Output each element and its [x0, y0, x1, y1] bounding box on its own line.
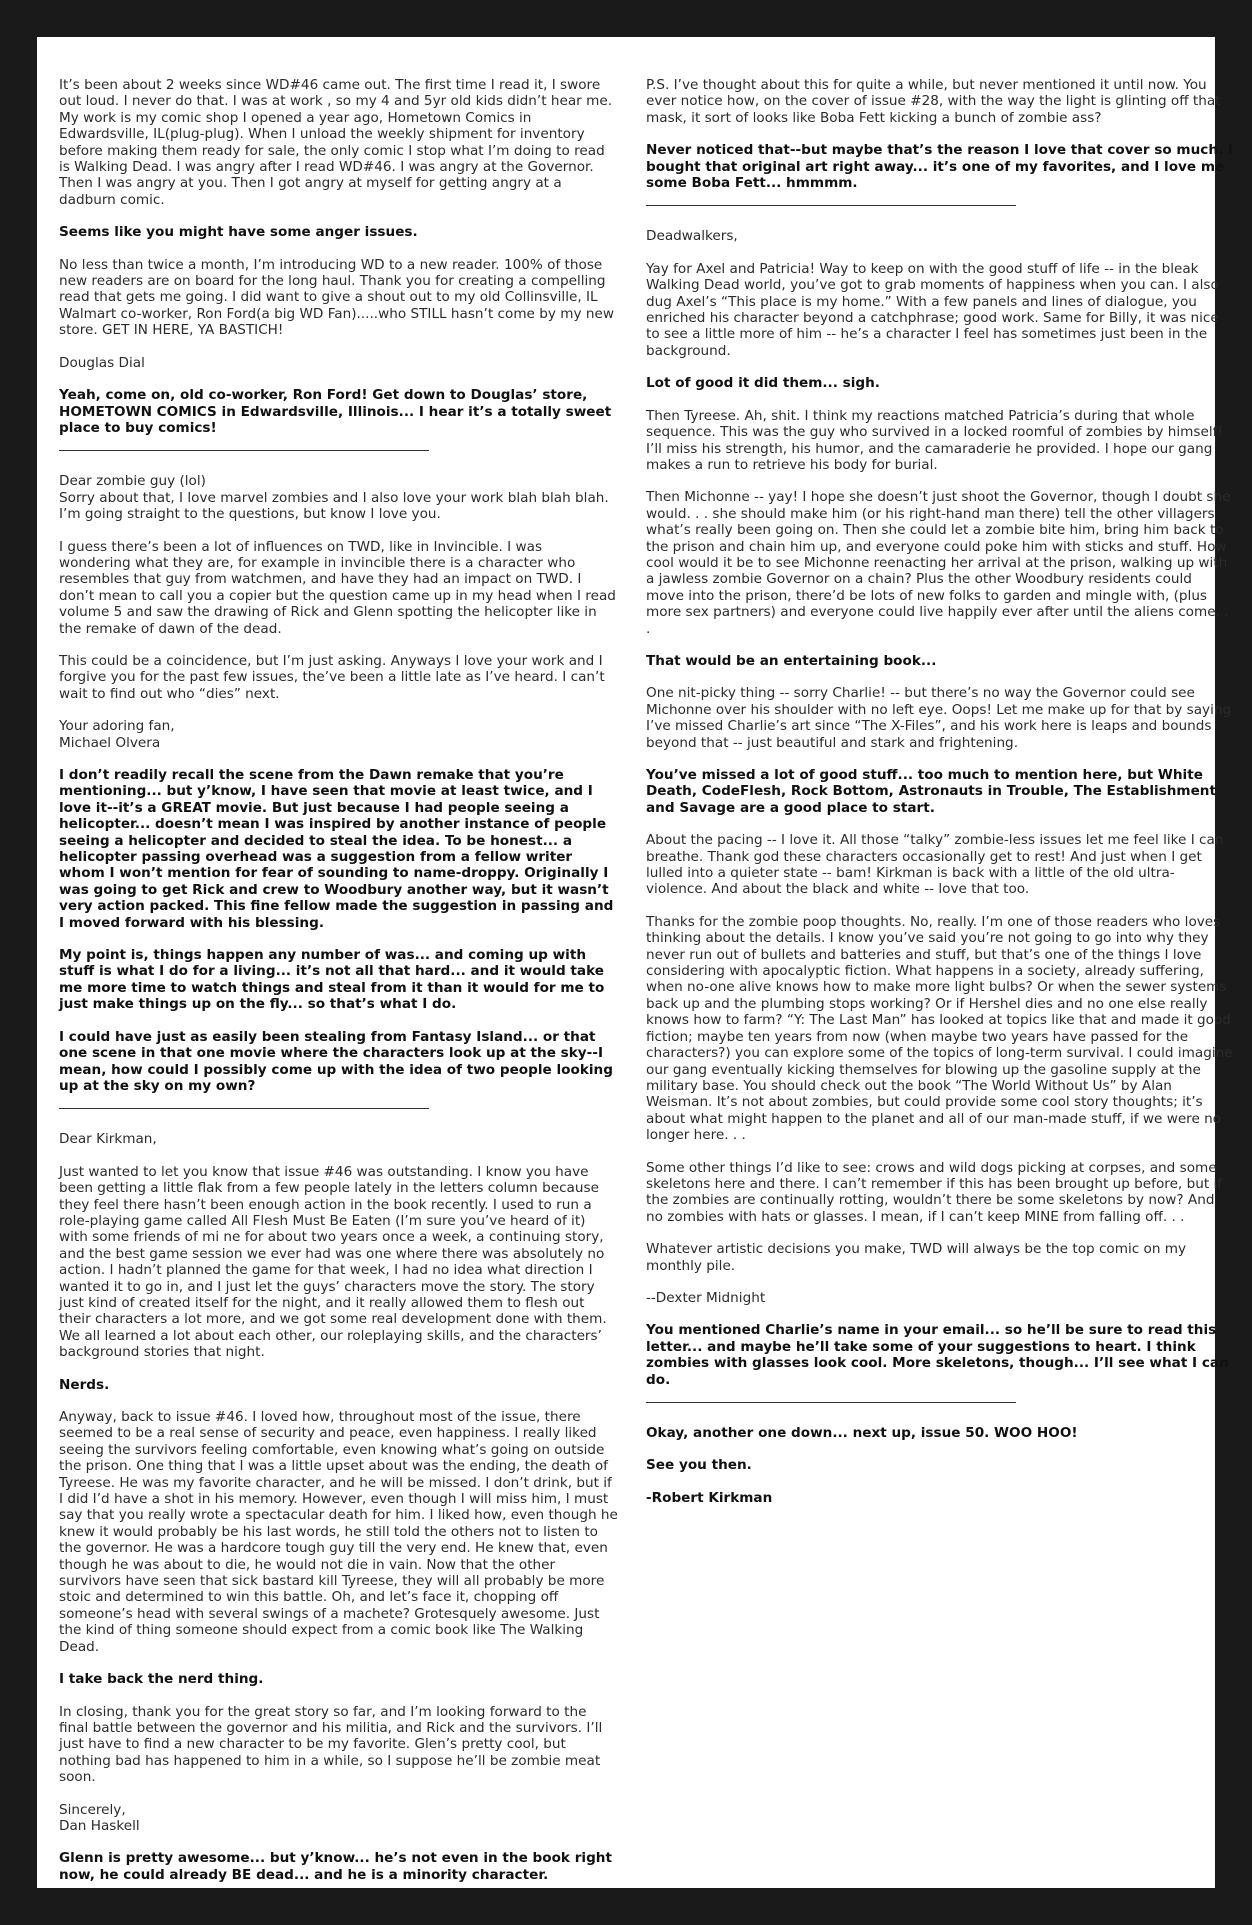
editor-reply: You mentioned Charlie’s name in your email... so he’ll be sure to read this letter... and maybe he’ll take some of your suggestions to heart. I think zombies with glasses look cool. More skeletons, though... I’ll see what I can do. — [646, 1322, 1229, 1388]
letter-paragraph: Then Tyreese. Ah, shit. I think my reactions matched Patricia’s during that whole sequence. This was the guy who survived in a locked roomful of zombies by himself! I’ll miss his strength, his humor, and the camaraderie he provided. I hope our gang makes a run to retrieve his body for burial. — [646, 407, 1223, 473]
letter-paragraph: Thanks for the zombie poop thoughts. No, really. I’m one of those readers who loves thinking about the details. I know you’ve said you’re not going to go into why they never run out of bullets and batteries and stuff, but that’s one of the things I love considering with apocalyptic fiction. What happens in a society, already suffering, when no-one alive knows how to make more light bulbs? Or when the sewer systems back up and the plumbing stops working? Or if Hershel dies and no one else really knows how to farm? “Y: The Last Man” has looked at topics like that and made it good fiction; maybe ten years from now (when maybe two years have passed for the characters?) you can explore some of the topics of long-term survival. I could imagine our gang eventually kicking themselves for blowing up the gasoline supply at the military base. You should check out the book “The World Without Us” by Alan Weisman. It’s not about zombies, but could provide some cool story thoughts; it’s about what might happen to the planet and all of our man-made stuff, if we were no longer here. . . — [646, 913, 1233, 1144]
letter-paragraph: No less than twice a month, I’m introducing WD to a new reader. 100% of those new readers are on board for the long haul. Thank you for creating a compelling read that gets me going. I did want to give a shout out to my old Collinsville, IL Walmart co-worker, Ron Ford(a big WD Fan).....who STILL hasn’t come by my new store. GET IN HERE, YA BASTICH! — [59, 256, 614, 339]
editor-reply: Glenn is pretty awesome... but y’know... he’s not even in the book right now, he could already BE dead... and he is a minority character. — [59, 1850, 612, 1883]
letter-paragraph: Yay for Axel and Patricia! Way to keep on with the good stuff of life -- in the bleak Walking Dead world, you’ve got to grab moments of happiness when you can. I also dug Axel’s “This place is my home.” With a few panels and lines of dialogue, you enriched his character beyond a catchphrase; good work. Same for Billy, it was nice to see a little more of him -- he’s a character I feel has sometimes just been in the background. — [646, 260, 1219, 359]
editor-reply: Nerds. — [59, 1376, 110, 1393]
editor-reply: See you then. — [646, 1457, 752, 1474]
right-column — [646, 77, 1234, 1522]
editor-reply: Yeah, come on, old co-worker, Ron Ford! Get down to Douglas’ store, HOMETOWN COMICS in Edwardsville, Illinois... I hear it’s a totally sweet place to buy comics! — [59, 387, 612, 436]
section-divider — [646, 1402, 1016, 1403]
letter-paragraph: Deadwalkers, — [646, 228, 738, 245]
letter-paragraph: In closing, thank you for the great story so far, and I’m looking forward to the final battle between the governor and his militia, and Rick and the survivors. I’ll just have to find a new character to be my favorite. Glen’s pretty cool, but nothing bad has happened to him in a while, so I suppose he’ll be zombie meat soon. — [59, 1703, 603, 1786]
editor-reply: -Robert Kirkman — [646, 1489, 773, 1506]
letter-paragraph: Anyway, back to issue #46. I loved how, throughout most of the issue, there seemed to be a real sense of security and peace, even happiness. I really liked seeing the survivors feeling comfortable, even knowing what’s going on outside the prison. One thing that I was a little upset about was the ending, the death of Tyreese. He was my favorite character, and he will be missed. I don’t drink, but if I did I’d have a shot in his memory. However, even though I will miss him, I must say that you really wrote a spectacular death for him. I liked how, even though he knew it would probably be his last words, he still told the others not to listen to the governor. He was a hardcore tough guy till the very end. He knew that, even though he was about to die, he would not die in vain. Now that the other survivors have seen that sick bastard kill Tyreese, they will all probably be more stoic and determined to win this battle. Oh, and let’s face it, chopping off someone’s head with several swings of a machete? Grotesquely awesome. Just the kind of thing someone should expect from a comic book like The Walking Dead. — [59, 1409, 618, 1655]
letter-paragraph: It’s been about 2 weeks since WD#46 came out. The first time I read it, I swore out loud. I never do that. I was at work , so my 4 and 5yr old kids didn’t hear me. My work is my comic shop I opened a year ago, Hometown Comics in Edwardsville, IL(plug-plug). When I unload the weekly shipment for inventory before making them ready for sale, the only comic I stop what I’m doing to read is Walking Dead. I was angry after I read WD#46. I was angry at the Governor. Then I was angry at you. Then I got angry at myself for getting angry at a dadburn comic. — [59, 77, 613, 208]
section-divider — [59, 450, 429, 451]
editor-reply: That would be an entertaining book... — [646, 652, 937, 669]
letter-paragraph: This could be a coincidence, but I’m just asking. Anyways I love your work and I forgive you for the past few issues, the’ve been a little late as I’ve heard. I can’t wait to find out who “dies” next. — [59, 652, 605, 702]
editor-reply: Lot of good it did them... sigh. — [646, 375, 880, 392]
letter-paragraph: Just wanted to let you know that issue #46 was outstanding. I know you have been getting a little flak from a few people lately in the letters column because they feel there hasn’t been enough action in the book recently. I used to run a role-playing game called All Flesh Must Be Eaten (I’m sure you’ve heard of it) with some friends of mi ne for about two years once a week, a continuing story, and the best game session we ever had was one where there was absolutely no action. I hadn’t planned the game for that week, I had no idea what direction I wanted it to go in, and I just let the guys’ characters move the story. The story just kind of created itself for the night, and it really allowed them to flesh out their characters a lot more, and we got some real development done with them. We all learned a lot about each other, our roleplaying skills, and the characters’ background stories that night. — [59, 1163, 607, 1361]
letter-paragraph: I guess there’s been a lot of influences on TWD, like in Invincible. I was wondering what they are, for example in invincible there is a character who resembles that guy from watchmen, and have they had an impact on TWD. I don’t mean to call you a copier but the question came up in my head when I read volume 5 and saw the drawing of Rick and Glenn spotting the helicopter like in the remake of dawn of the dead. — [59, 538, 616, 637]
letter-paragraph: --Dexter Midnight — [646, 1289, 766, 1306]
section-divider — [646, 205, 1016, 206]
letter-paragraph: Sincerely, Dan Haskell — [59, 1801, 140, 1834]
letter-paragraph: Douglas Dial — [59, 354, 145, 371]
letters-page — [37, 37, 1233, 1888]
letter-paragraph: One nit-picky thing -- sorry Charlie! -- but there’s no way the Governor could see Michonne over his shoulder with no left eye. Oops! Let me make up for that by saying I’ve missed Charlie’s art since “The X-Files”, and his work here is leaps and bounds beyond that -- just beautiful and stark and frightening. — [646, 685, 1232, 751]
editor-reply: You’ve missed a lot of good stuff... too much to mention here, but White Death, CodeFlesh, Rock Bottom, Astronauts in Trouble, The Establishment and Savage are a good place to start. — [646, 767, 1216, 816]
editor-reply: Seems like you might have some anger issues. — [59, 224, 418, 241]
editor-reply: I take back the nerd thing. — [59, 1671, 264, 1688]
letter-paragraph: P.S. I’ve thought about this for quite a while, but never mentioned it until now. You ever notice how, on the cover of issue #28, with the way the light is glinting off that mask, it sort of looks like Boba Fett kicking a bunch of zombie ass? — [646, 77, 1221, 126]
letter-paragraph: Your adoring fan, Michael Olvera — [59, 718, 175, 751]
letter-paragraph: Some other things I’d like to see: crows and wild dogs picking at corpses, and some skeletons here and there. I can’t remember if this has been brought up before, but if the zombies are continually rotting, wouldn’t there be some skeletons by now? And no zombies with hats or glasses. I mean, if I can’t keep MINE from falling off. . . — [646, 1159, 1223, 1225]
editor-reply: My point is, things happen any number of was... and coming up with stuff is what I do for a living... it’s not all that hard... and it would take me more time to watch things and steal from it than it would for me to just make things up on the fly... so that’s what I do. — [59, 947, 605, 1013]
section-divider — [59, 1108, 429, 1109]
letter-paragraph: Dear zombie guy (lol) Sorry about that, I love marvel zombies and I also love your work blah blah blah. I’m going straight to the questions, but know I love you. — [59, 473, 609, 523]
editor-reply: Never noticed that--but maybe that’s the reason I love that cover so much. I bought that original art right away... it’s one of my favorites, and I love me some Boba Fett... hmmmm. — [646, 142, 1233, 192]
editor-reply: I don’t readily recall the scene from the Dawn remake that you’re mentioning... but y’know, I have seen that movie at least twice, and I love it--it’s a GREAT movie. But just because I had people seeing a helicopter... doesn’t mean I was inspired by another instance of people seeing a helicopter and decided to steal the idea. To be honest... a helicopter passing overhead was a suggestion from a fellow writer whom I won’t mention for fear of sounding to name-droppy. Originally I was going to get Rick and crew to Woodbury another way, but it wasn’t very action packed. This fine fellow made the suggestion in passing and I moved forward with his blessing. — [59, 767, 614, 931]
letter-paragraph: Then Michonne -- yay! I hope she doesn’t just shoot the Governor, though I doubt she would. . . she should make him (or his right-hand man there) tell the other villagers what’s really been going on. Then she could let a zombie bite him, bring him back to the prison and chain him up, and everyone could poke him with sticks and stuff. How cool would it be to see Michonne reenacting her arrival at the prison, walking up with a jawless zombie Governor on a chain? Plus the other Woodbury residents could move into the prison, there’d be lots of new folks to garden and mingle with, (plus more sex partners) and everyone could live happily ever after until the aliens come. . . — [646, 489, 1231, 637]
letter-paragraph: Whatever artistic decisions you make, TWD will always be the top comic on my monthly pile. — [646, 1241, 1187, 1274]
editor-reply: I could have just as easily been stealing from Fantasy Island... or that one scene in that one movie where the characters look up at the sky--I mean, how could I possibly come up with the idea of two people looking up at the sky on my own? — [59, 1028, 613, 1094]
editor-reply: Okay, another one down... next up, issue 50. WOO HOO! — [646, 1425, 1078, 1441]
letter-paragraph: Dear Kirkman, — [59, 1131, 157, 1148]
letter-paragraph: About the pacing -- I love it. All those “talky” zombie-less issues let me feel like I can breathe. Thank god these characters occasionally get to rest! And just when I get lulled into a quieter state -- bam! Kirkman is back with a little of the old ultra-violence. And about the black and white -- love that too. — [646, 832, 1224, 898]
left-column — [59, 77, 618, 1899]
